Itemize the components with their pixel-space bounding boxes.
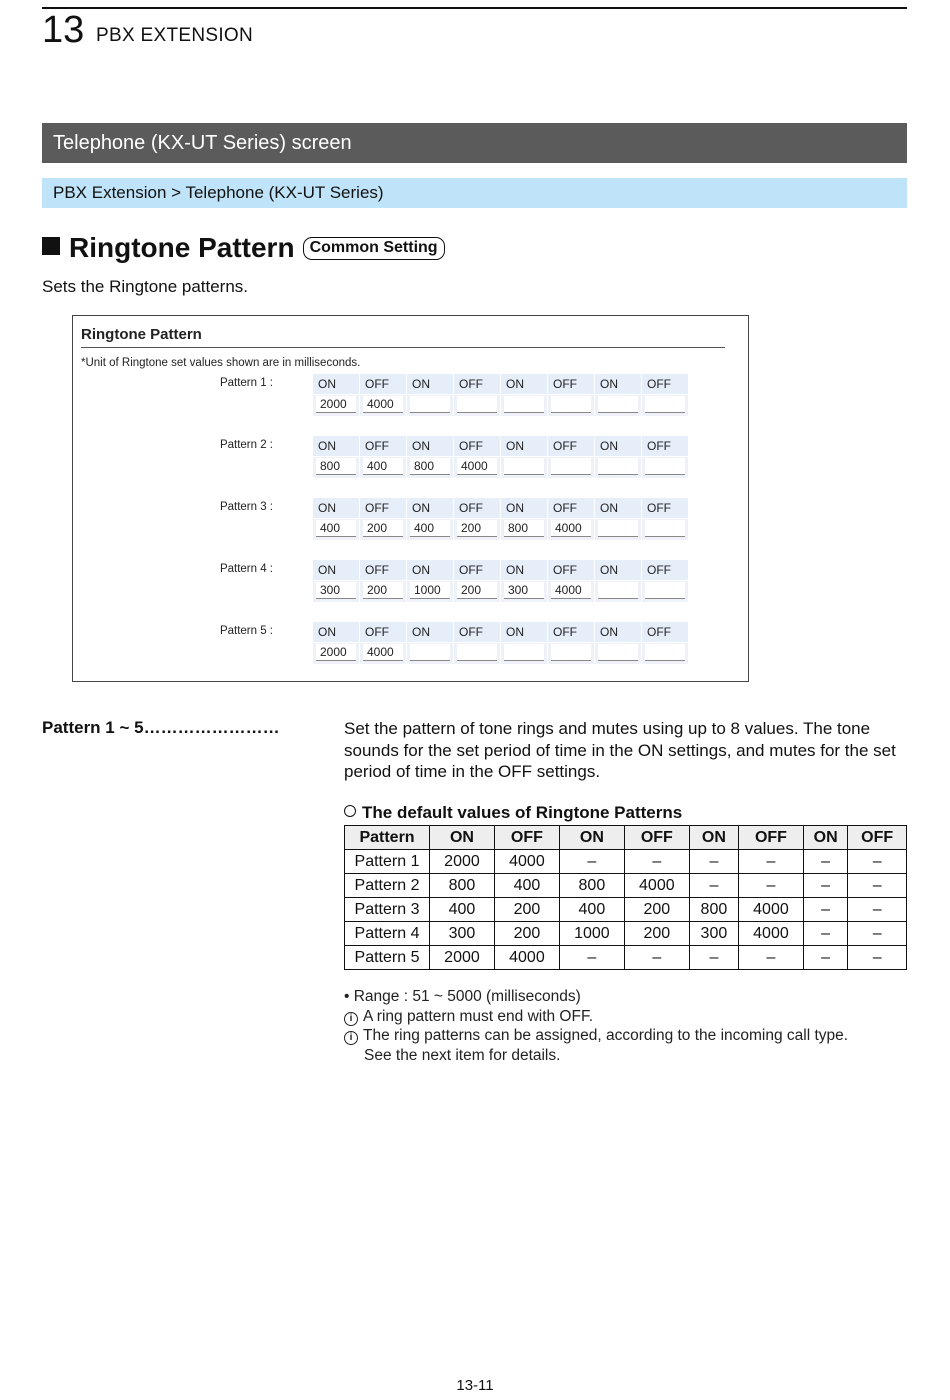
table-cell: 200 [624,922,689,946]
table-cell: – [803,946,847,970]
table-cell: – [738,874,803,898]
table-cell: 200 [494,922,559,946]
pattern-grid [313,560,689,602]
pattern-value-cell [595,395,642,416]
pattern-column-label: ON [407,436,454,457]
table-cell: – [738,850,803,874]
table-cell: 800 [430,874,495,898]
pattern-value-input[interactable]: 400 [363,458,403,475]
pattern-value-input[interactable] [504,644,544,661]
table-cell: 4000 [738,898,803,922]
range-note: • Range : 51 ~ 5000 (milliseconds) [344,988,581,1005]
pattern-column-label: ON [313,622,360,643]
table-cell: – [848,898,907,922]
pattern-value-cell [454,581,501,602]
pattern-value-input[interactable] [504,396,544,413]
screen-title-bar: Telephone (KX-UT Series) screen [42,123,907,163]
pattern-value-cell [501,643,548,664]
notes [344,987,848,1065]
pattern-value-cell [360,395,407,416]
pattern-value-input[interactable]: 300 [316,582,356,599]
pattern-value-input[interactable]: 4000 [551,582,591,599]
table-cell: – [803,922,847,946]
table-cell: 800 [559,874,624,898]
pattern-value-cell [407,643,454,664]
pattern-value-cell [548,581,595,602]
panel-divider [81,347,725,348]
pattern-value-input[interactable]: 300 [504,582,544,599]
pattern-column-label: ON [313,498,360,519]
pattern-column-label: OFF [454,374,501,395]
pattern-column-label: OFF [360,622,407,643]
pattern-column-label: ON [595,374,642,395]
pattern-label: Pattern 3 : [219,501,273,513]
pattern-value-cell [642,395,689,416]
pattern-label: Pattern 2 : [219,439,273,451]
table-cell: 400 [494,874,559,898]
pattern-value-cell [642,643,689,664]
pattern-value-cell [407,519,454,540]
table-row [345,874,907,898]
pattern-value-cell [548,643,595,664]
table-cell: – [848,922,907,946]
pattern-value-cell [313,581,360,602]
table-row [345,946,907,970]
pattern-column-label: OFF [642,498,689,519]
pattern-grid [313,374,689,416]
pattern-column-label: ON [595,498,642,519]
info-icon: i [344,1012,358,1026]
table-header-cell: OFF [494,826,559,850]
pattern-value-input[interactable]: 2000 [316,644,356,661]
pattern-value-cell [642,457,689,478]
pattern-value-input[interactable]: 200 [363,582,403,599]
table-cell: – [803,850,847,874]
table-cell: 2000 [430,946,495,970]
table-cell: 4000 [738,922,803,946]
pattern-label: Pattern 5 : [219,625,273,637]
table-cell: 4000 [624,874,689,898]
pattern-term: Pattern 1 ~ 5…………………… [42,718,280,737]
pattern-value-input[interactable] [645,582,685,599]
pattern-value-cell [501,581,548,602]
pattern-column-label: ON [501,622,548,643]
table-cell: – [624,850,689,874]
pattern-value-input[interactable] [410,396,450,413]
table-row [345,850,907,874]
pattern-value-input[interactable] [551,396,591,413]
pattern-column-label: OFF [642,436,689,457]
pattern-column-label: OFF [360,560,407,581]
table-header-row [345,826,907,850]
pattern-column-label: ON [501,436,548,457]
pattern-value-input[interactable]: 400 [316,520,356,537]
default-values-heading [344,803,682,823]
table-cell: Pattern 2 [345,874,430,898]
pattern-value-input[interactable] [457,396,497,413]
pattern-value-cell [642,581,689,602]
table-cell: 300 [689,922,738,946]
table-cell: 400 [430,898,495,922]
pattern-column-label: OFF [454,436,501,457]
circle-bullet-icon [344,805,356,817]
pattern-column-label: ON [407,560,454,581]
pattern-value-input[interactable] [551,644,591,661]
table-cell: Pattern 4 [345,922,430,946]
pattern-column-label: OFF [548,498,595,519]
table-header-cell: OFF [624,826,689,850]
table-cell: 200 [624,898,689,922]
pattern-value-cell [360,643,407,664]
pattern-column-label: OFF [548,374,595,395]
pattern-column-label: OFF [360,498,407,519]
pattern-value-cell [501,519,548,540]
pattern-column-label: ON [595,622,642,643]
table-cell: Pattern 3 [345,898,430,922]
table-cell: – [559,850,624,874]
pattern-description: Set the pattern of tone rings and mutes using up to 8 values. The tone sounds for the set period of time in the ON settings, and mutes for the set period of time in the OFF settings. [344,719,896,781]
table-cell: – [689,946,738,970]
table-cell: – [803,874,847,898]
panel-title: Ringtone Pattern [81,326,202,343]
pattern-column-label: OFF [360,374,407,395]
pattern-column-label: ON [313,436,360,457]
info-note-2-cont: See the next item for details. [364,1046,561,1064]
table-cell: Pattern 5 [345,946,430,970]
default-values-table [344,825,907,970]
pattern-value-cell [501,457,548,478]
pattern-value-input[interactable] [598,396,638,413]
table-cell: 400 [559,898,624,922]
table-cell: 300 [430,922,495,946]
pattern-column-label: ON [313,560,360,581]
table-cell: Pattern 1 [345,850,430,874]
pattern-value-input[interactable]: 4000 [457,458,497,475]
pattern-column-label: ON [407,498,454,519]
info-note-2-text: The ring patterns can be assigned, according to the incoming call type. [363,1027,849,1044]
top-rule [42,7,907,9]
pattern-value-input[interactable] [598,520,638,537]
table-cell: 200 [494,898,559,922]
pattern-value-cell [313,519,360,540]
pattern-grid [313,436,689,478]
pattern-column-label: ON [595,436,642,457]
pattern-column-label: OFF [642,560,689,581]
info-icon: i [344,1031,358,1045]
default-values-title: The default values of Ringtone Patterns [362,803,683,822]
pattern-value-cell [595,643,642,664]
pattern-column-label: ON [313,374,360,395]
table-cell: 2000 [430,850,495,874]
pattern-value-input[interactable] [645,396,685,413]
info-note-1 [344,1007,848,1027]
table-cell: – [689,850,738,874]
panel-note: *Unit of Ringtone set values shown are in milliseconds. [81,357,361,369]
pattern-value-input[interactable] [504,458,544,475]
pattern-value-input[interactable] [410,644,450,661]
pattern-column-label: ON [407,622,454,643]
pattern-value-input[interactable]: 800 [504,520,544,537]
table-cell: – [848,946,907,970]
pattern-column-label: OFF [360,436,407,457]
pattern-column-label: OFF [454,498,501,519]
table-header-cell: Pattern [345,826,430,850]
table-header-cell: OFF [848,826,907,850]
section-title: Ringtone Pattern [69,232,295,263]
pattern-value-input[interactable]: 4000 [363,644,403,661]
pattern-value-cell [313,457,360,478]
table-cell: – [803,898,847,922]
pattern-column-label: OFF [642,622,689,643]
pattern-value-input[interactable]: 200 [457,520,497,537]
pattern-value-cell [407,395,454,416]
pattern-value-cell [642,519,689,540]
pattern-value-input[interactable] [551,458,591,475]
info-note-2 [344,1026,848,1046]
table-cell: – [624,946,689,970]
pattern-value-input[interactable]: 4000 [363,396,403,413]
pattern-grid [313,498,689,540]
chapter-number: 13 [42,9,85,51]
table-cell: – [848,874,907,898]
table-cell: 4000 [494,946,559,970]
pattern-value-input[interactable]: 2000 [316,396,356,413]
table-cell: 4000 [494,850,559,874]
pattern-column-label: ON [501,498,548,519]
table-header-cell: ON [430,826,495,850]
table-cell: 800 [689,898,738,922]
pattern-value-cell [454,457,501,478]
pattern-value-input[interactable]: 4000 [551,520,591,537]
table-header-cell: OFF [738,826,803,850]
pattern-value-cell [548,395,595,416]
pattern-value-cell [501,395,548,416]
pattern-value-cell [407,581,454,602]
pattern-value-cell [454,519,501,540]
pattern-value-cell [454,395,501,416]
pattern-column-label: OFF [642,374,689,395]
pattern-value-input[interactable]: 1000 [410,582,450,599]
pattern-value-cell [313,395,360,416]
pattern-value-cell [454,643,501,664]
table-body [345,850,907,970]
pattern-value-cell [595,519,642,540]
pattern-value-input[interactable] [598,458,638,475]
pattern-value-cell [313,643,360,664]
range-text: Range : 51 ~ 5000 (milliseconds) [353,988,581,1005]
pattern-value-input[interactable] [645,520,685,537]
pattern-column-label: ON [407,374,454,395]
pattern-value-input[interactable]: 200 [363,520,403,537]
pattern-value-input[interactable]: 800 [410,458,450,475]
table-header-cell: ON [803,826,847,850]
square-bullet-icon [42,237,60,255]
pattern-value-cell [548,519,595,540]
pattern-value-cell [360,581,407,602]
table-cell: – [848,850,907,874]
pattern-value-input[interactable] [457,644,497,661]
pattern-label: Pattern 4 : [219,563,273,575]
pattern-column-label: OFF [548,622,595,643]
pattern-column-label: OFF [454,560,501,581]
pattern-column-label: ON [501,374,548,395]
pattern-value-input[interactable]: 800 [316,458,356,475]
pattern-value-cell [360,457,407,478]
pattern-value-input[interactable] [645,644,685,661]
pattern-value-cell [595,581,642,602]
pattern-value-input[interactable]: 400 [410,520,450,537]
breadcrumb: PBX Extension > Telephone (KX-UT Series) [42,178,907,208]
table-cell: 1000 [559,922,624,946]
info-note-1-text: A ring pattern must end with OFF. [363,1007,594,1025]
pattern-value-input[interactable] [598,644,638,661]
pattern-column-label: OFF [548,436,595,457]
pattern-value-cell [407,457,454,478]
chapter-title: PBX EXTENSION [96,25,253,46]
pattern-value-input[interactable] [598,582,638,599]
ringtone-pattern-screenshot [72,315,749,682]
table-row [345,922,907,946]
pattern-column-label: ON [501,560,548,581]
pattern-column-label: OFF [548,560,595,581]
table-header-cell: ON [689,826,738,850]
pattern-value-input[interactable]: 200 [457,582,497,599]
pattern-column-label: OFF [454,622,501,643]
table-row [345,898,907,922]
table-cell: – [738,946,803,970]
section-intro: Sets the Ringtone patterns. [42,277,249,296]
pattern-column-label: ON [595,560,642,581]
pattern-value-cell [595,457,642,478]
pattern-grid [313,622,689,664]
section-heading [42,230,445,266]
pattern-value-input[interactable] [645,458,685,475]
pattern-value-cell [548,457,595,478]
table-cell: – [689,874,738,898]
pattern-label: Pattern 1 : [219,377,273,389]
common-setting-badge: Common Setting [303,237,445,260]
page-number: 13-11 [456,1377,494,1394]
table-cell: – [559,946,624,970]
table-header-cell: ON [559,826,624,850]
pattern-value-cell [360,519,407,540]
